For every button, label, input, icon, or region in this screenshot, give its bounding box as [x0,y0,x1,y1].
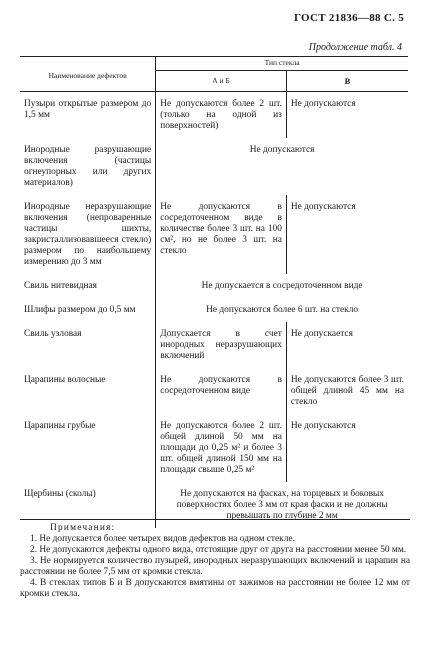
requirement-ab: Не допускаются в сосредоточенном виде [156,368,287,414]
defect-name: Пузыри открытые размером до 1,5 мм [20,92,156,139]
table-row [20,322,408,368]
column-header-defect-name: Наименование дефектов [20,57,156,92]
table-row [20,368,408,414]
requirement-all-types: Не допускаются более 6 шт. на стекло [206,305,359,315]
requirement-all-types: Не допускается в сосредоточенном виде [201,281,363,291]
defect-name: Свиль нитевидная [20,274,156,298]
requirement-all-types: Не допускаются на фасках, на торцевых и боковых поверхностях более 3 мм от края фаски и не должны превышать по глубине 2 мм [176,489,388,521]
notes-section [20,519,410,600]
defect-name: Инородные разрушающие включения (частицы огнеупорных или других материалов) [20,138,156,195]
table-row [20,298,408,322]
defects-table [20,56,408,528]
requirement-ab: Допускается в счет инородных неразрушающих включений [156,322,287,368]
table-row [20,92,408,139]
table-row [20,195,408,274]
column-header-type-ab: А и Б [156,71,287,92]
requirement-ab: Не допускаются более 2 шт. (только на одной из поверхностей) [156,92,287,139]
column-header-type-b: В [286,71,408,92]
requirement-ab: Не допускаются более 2 шт. общей длиной 50 мм на площади до 0,25 м² и более 3 шт. общей длиной 150 мм на площади свыше 0,25 м² [156,414,287,482]
note-item: 1. Не допускается более четырех видов дефектов на одном стекле. [30,534,295,544]
defect-name: Щербины (сколы) [20,482,156,528]
document-code: ГОСТ 21836—88 С. 5 [293,12,404,24]
note-item: 4. В стеклах типов Б и В допускаются вмятины от зажимов на расстоянии не более 12 мм от кромки стекла. [20,578,410,599]
table-row [20,414,408,482]
requirement-b: Не допускаются [290,99,356,109]
defect-name: Царапины волосные [20,368,156,414]
requirement-b: Не допускаются более 3 шт. общей длиной 45 мм на стекло [290,375,404,407]
table-continuation-label: Продолжение табл. 4 [308,42,402,53]
note-item: 2. Не допускаются дефекты одного вида, отстоящие друг от друга на расстоянии менее 50 мм. [30,545,407,555]
note-item: 3. Не нормируется количество пузырей, инородных неразрушающих включений и царапин на расстоянии не более 7,5 мм от кромки стекла. [20,556,410,577]
requirement-b: Не допускается [290,329,353,339]
table-row [20,274,408,298]
requirement-ab: Не допускаются в сосредоточенном виде в количестве более 3 шт. на 100 см², но не более 3 шт. на стекло [156,195,287,274]
requirement-all-types: Не допускаются [249,145,315,155]
notes-title: Примечания: [50,523,116,533]
table-row [20,138,408,195]
defect-name: Инородные неразрушающие включения (непроваренные частицы шихты, закристаллизовавшееся стекло) размером по наибольшему измерению до 3 мм [20,195,156,274]
defect-name: Царапины грубые [20,414,156,482]
defect-name: Свиль узловая [20,322,156,368]
defect-name: Шлифы размером до 0,5 мм [20,298,156,322]
requirement-b: Не допускаются [290,421,356,431]
column-header-glass-type: Тип стекла [156,57,408,71]
requirement-b: Не допускаются [290,202,356,212]
